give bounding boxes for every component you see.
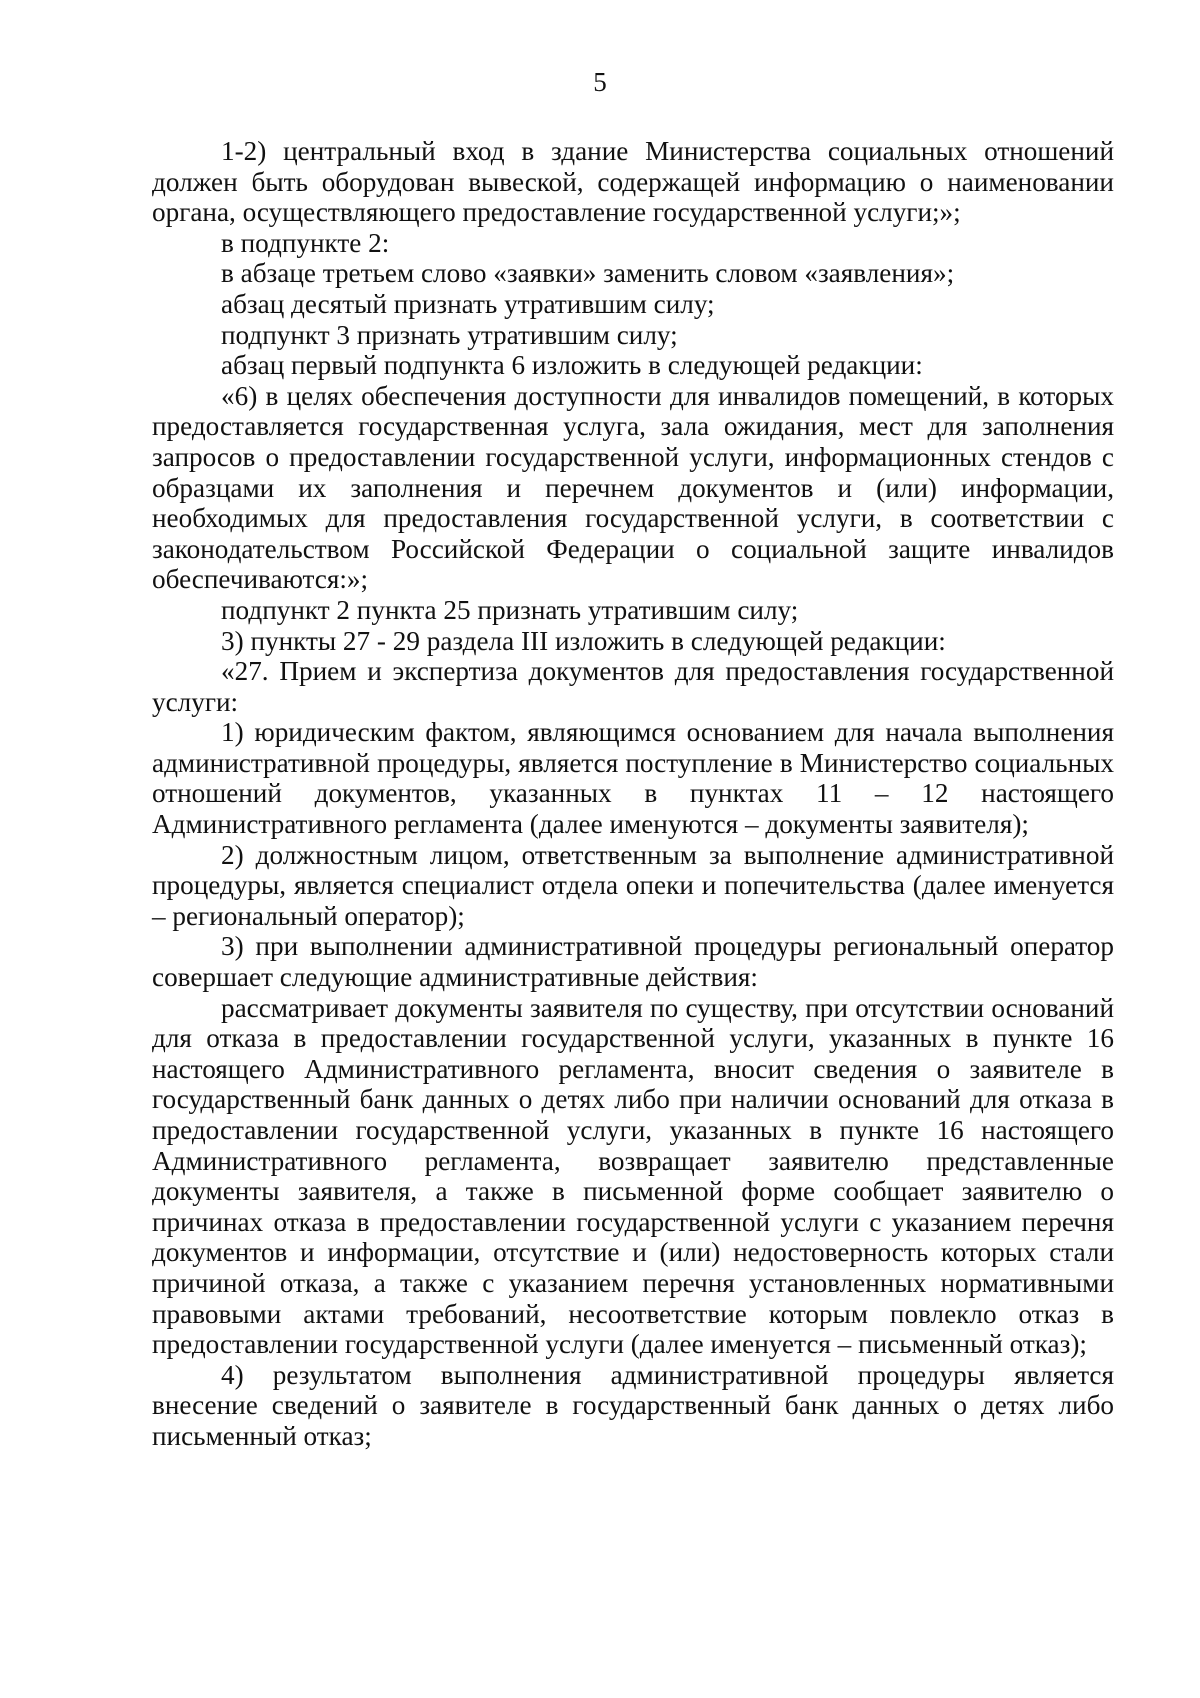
paragraph-27-item-1: 1) юридическим фактом, являющимся основанием для начала выполнения административной процедуры, является поступление в Министерство социальных отношений документов, указанных в пунктах 11 – 12 настоящего Административного регламента (далее именуются – документы заявителя); [152, 717, 1114, 840]
paragraph-tenth-invalid: абзац десятый признать утратившим силу; [221, 288, 715, 319]
paragraph-point-27-heading: «27. Прием и экспертиза документов для предоставления государственной услуги: [152, 656, 1114, 717]
paragraph-27-item-3: 3) при выполнении административной процедуры региональный оператор совершает следующие административные действия: [152, 931, 1114, 993]
paragraph-subpoint-2-intro: в подпункте 2: [221, 227, 390, 258]
paragraph-section-3-intro: 3) пункты 27 - 29 раздела III изложить в следующей редакции: [221, 625, 946, 656]
paragraph-replace-word: в абзаце третьем слово «заявки» заменить словом «заявления»; [221, 258, 955, 289]
paragraph-27-item-3-actions: рассматривает документы заявителя по существу, при отсутствии оснований для отказа в предоставлении государственной услуги, указанных в пункте 16 настоящего Административного регламента, вносит сведения о заявителе в государственный банк данных о детях либо при наличии оснований для отказа в предоставлении государственной услуги, указанных в пункте 16 настоящего Административного регламента, возвращает заявителю представленные документы заявителя, а также в письменной форме сообщает заявителю о причинах отказа в предоставлении государственной услуги с указанием перечня документов и информации, отсутствие и (или) недостоверность которых стали причиной отказа, а также с указанием перечня установленных нормативными правовыми актами требований, несоответствие которым повлекло отказ в предоставлении государственной услуги (далее именуется – письменный отказ); [152, 992, 1114, 1360]
paragraph-27-item-4: 4) результатом выполнения административной процедуры является внесение сведений о заявителе в государственный банк данных о детях либо письменный отказ; [152, 1359, 1114, 1451]
paragraph-subpoint-3-invalid: подпункт 3 признать утратившим силу; [221, 319, 678, 350]
paragraph-point-25-invalid: подпункт 2 пункта 25 признать утратившим силу; [221, 594, 799, 625]
paragraph-27-item-2: 2) должностным лицом, ответственным за выполнение административной процедуры, является специалист отдела опеки и попечительства (далее именуется – региональный оператор); [152, 839, 1114, 931]
paragraph-subpoint-6-intro: абзац первый подпункта 6 изложить в следующей редакции: [221, 350, 923, 381]
page-number: 5 [593, 67, 607, 97]
paragraph-subpoint-6-text: «6) в целях обеспечения доступности для инвалидов помещений, в которых предоставляется государственная услуга, зала ожидания, мест для заполнения запросов о предоставлении государственной услуги, информационных стендов с образцами их заполнения и перечнем документов и (или) информации, необходимых для предоставления государственной услуги, в соответствии с законодательством Российской Федерации о социальной защите инвалидов обеспечиваются:»; [152, 380, 1114, 595]
document-body [152, 136, 1114, 1452]
paragraph-item-1-2: 1-2) центральный вход в здание Министерства социальных отношений должен быть оборудован вывеской, содержащей информацию о наименовании органа, осуществляющего предоставление государственной услуги;»; [152, 136, 1114, 228]
